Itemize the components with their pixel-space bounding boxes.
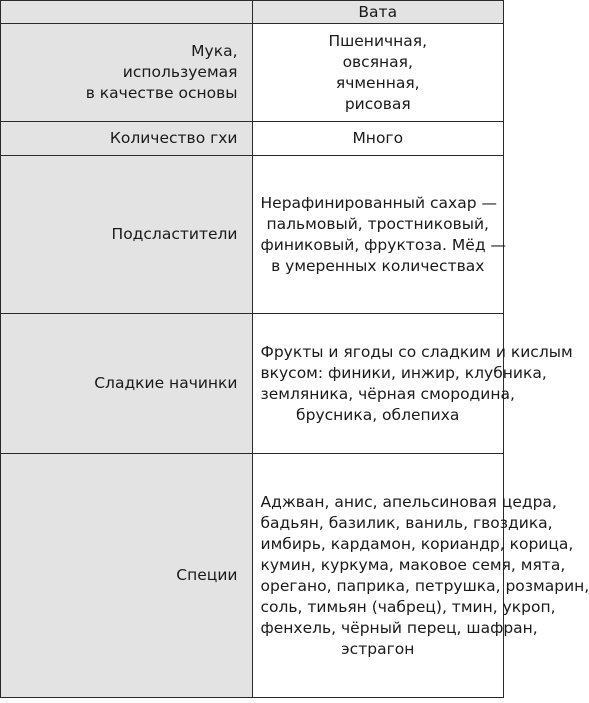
label-line: Подсластители [111, 225, 238, 243]
row-label [1, 122, 253, 156]
value-line: Много [352, 129, 404, 147]
value-line: фенхель, чёрный перец, шафран, [260, 618, 538, 637]
value-line: Пшеничная, [328, 31, 428, 50]
row-flour [1, 24, 504, 122]
row-value [252, 156, 504, 314]
header-empty-cell [1, 1, 253, 24]
value-line: финиковый, фруктоза. Мёд — [260, 235, 506, 254]
value-line: брусника, облепиха [296, 405, 460, 424]
label-line: используемая [122, 63, 238, 81]
row-value [252, 24, 504, 122]
row-spices [1, 454, 504, 698]
value-line: рисовая [344, 94, 411, 113]
value-line: земляника, чёрная смородина, [260, 384, 515, 403]
value-line: в умеренных количествах [271, 256, 485, 275]
value-line: пальмовый, тростниковый, [266, 214, 489, 233]
value-line: ячменная, [335, 73, 420, 92]
header-row [1, 1, 504, 24]
value-line: орегано, паприка, петрушка, розмарин, [260, 576, 589, 595]
row-sweeteners [1, 156, 504, 314]
row-value [252, 314, 573, 454]
label-line: Специи [176, 566, 238, 584]
row-label [1, 454, 253, 698]
value-line: кумин, куркума, маковое семя, мята, [260, 555, 566, 574]
value-line: овсяная, [342, 52, 413, 71]
value-line: соль, тимьян (чабрец), тмин, укроп, [260, 597, 556, 616]
value-line: Нерафинированный сахар — [260, 193, 497, 212]
value-line: Аджван, анис, апельсиновая цедра, [260, 492, 557, 511]
value-line: бадьян, базилик, ваниль, гвоздика, [260, 513, 553, 532]
column-title: Вата [252, 1, 504, 24]
row-value [252, 122, 504, 156]
row-ghee [1, 122, 504, 156]
value-line: вкусом: финики, инжир, клубника, [260, 363, 547, 382]
value-line: эстрагон [341, 639, 415, 658]
label-line: Сладкие начинки [94, 374, 238, 392]
label-line: Мука, [191, 42, 238, 60]
row-label [1, 156, 253, 314]
label-line: в качестве основы [85, 84, 238, 102]
row-label [1, 314, 253, 454]
label-line: Количество гхи [109, 129, 238, 147]
row-fillings [1, 314, 504, 454]
row-label [1, 24, 253, 122]
value-line: имбирь, кардамон, кориандр, корица, [260, 534, 574, 553]
value-line: Фрукты и ягоды со сладким и кислым [260, 342, 573, 361]
row-value [252, 454, 589, 698]
